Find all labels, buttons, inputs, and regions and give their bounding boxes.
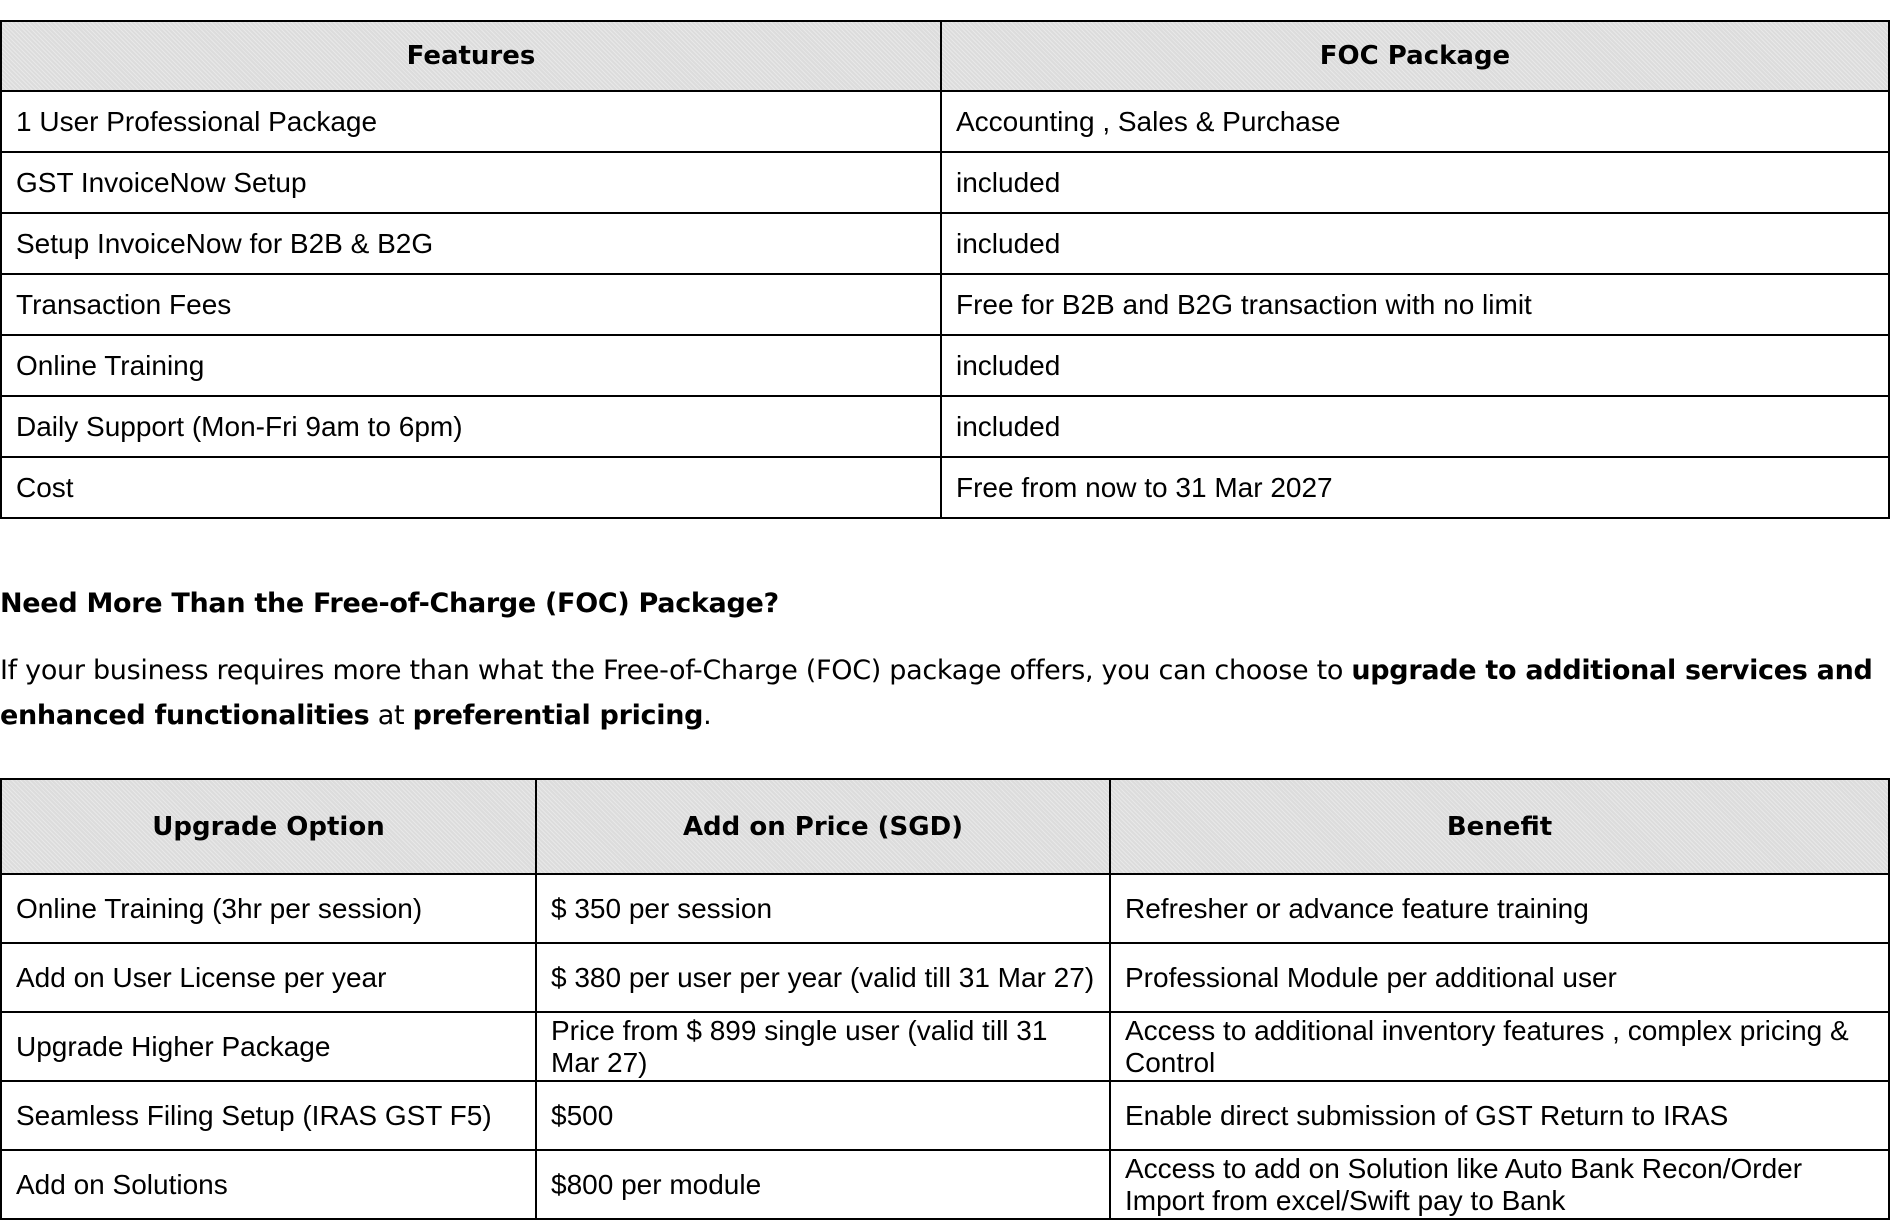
table-header-row	[1, 779, 1889, 874]
price-cell: $500	[536, 1081, 1110, 1150]
table-row	[1, 943, 1889, 1012]
price-cell: $ 350 per session	[536, 874, 1110, 943]
price-cell: $800 per module	[536, 1150, 1110, 1219]
table-row	[1, 213, 1889, 274]
table-row	[1, 1150, 1889, 1219]
table-header-row	[1, 21, 1889, 91]
table-row	[1, 457, 1889, 518]
foc-value-cell: Free from now to 31 Mar 2027	[941, 457, 1889, 518]
benefit-cell: Professional Module per additional user	[1110, 943, 1889, 1012]
feature-cell: Online Training	[1, 335, 941, 396]
feature-cell: Cost	[1, 457, 941, 518]
foc-value-cell: included	[941, 335, 1889, 396]
table-row	[1, 1081, 1889, 1150]
benefit-cell: Enable direct submission of GST Return to IRAS	[1110, 1081, 1889, 1150]
section-paragraph	[0, 648, 1880, 738]
paragraph-text: If your business requires more than what the Free-of-Charge (FOC) package offers, you can choose to	[0, 655, 1352, 686]
foc-package-table	[0, 20, 1890, 519]
feature-cell: GST InvoiceNow Setup	[1, 152, 941, 213]
column-header-benefit: Benefit	[1110, 779, 1889, 874]
feature-cell: Transaction Fees	[1, 274, 941, 335]
table-row	[1, 335, 1889, 396]
table-row	[1, 274, 1889, 335]
benefit-cell: Access to additional inventory features , complex pricing & Control	[1110, 1012, 1889, 1081]
column-header-foc-package: FOC Package	[941, 21, 1889, 91]
upgrade-option-cell: Online Training (3hr per session)	[1, 874, 536, 943]
feature-cell: Daily Support (Mon-Fri 9am to 6pm)	[1, 396, 941, 457]
feature-cell: Setup InvoiceNow for B2B & B2G	[1, 213, 941, 274]
foc-value-cell: included	[941, 213, 1889, 274]
paragraph-text: .	[703, 700, 712, 731]
table-row	[1, 152, 1889, 213]
upgrade-option-cell: Seamless Filing Setup (IRAS GST F5)	[1, 1081, 536, 1150]
upgrade-options-table	[0, 778, 1890, 1220]
paragraph-bold-text: upgrade to additional services and enhanced functionalities	[0, 655, 1873, 731]
benefit-cell: Refresher or advance feature training	[1110, 874, 1889, 943]
price-cell: Price from $ 899 single user (valid till 31 Mar 27)	[536, 1012, 1110, 1081]
paragraph-bold-text: preferential pricing	[412, 700, 704, 731]
foc-value-cell: included	[941, 152, 1889, 213]
column-header-features: Features	[1, 21, 941, 91]
column-header-add-on-price: Add on Price (SGD)	[536, 779, 1110, 874]
column-header-upgrade-option: Upgrade Option	[1, 779, 536, 874]
upgrade-option-cell: Upgrade Higher Package	[1, 1012, 536, 1081]
section-heading: Need More Than the Free-of-Charge (FOC) Package?	[0, 588, 779, 619]
upgrade-option-cell: Add on User License per year	[1, 943, 536, 1012]
table-row	[1, 396, 1889, 457]
price-cell: $ 380 per user per year (valid till 31 Mar 27)	[536, 943, 1110, 1012]
benefit-cell: Access to add on Solution like Auto Bank Recon/Order Import from excel/Swift pay to Bank	[1110, 1150, 1889, 1219]
foc-value-cell: included	[941, 396, 1889, 457]
foc-value-cell: Free for B2B and B2G transaction with no limit	[941, 274, 1889, 335]
foc-value-cell: Accounting , Sales & Purchase	[941, 91, 1889, 152]
table-row	[1, 874, 1889, 943]
table-row	[1, 1012, 1889, 1081]
paragraph-text: at	[369, 700, 413, 731]
feature-cell: 1 User Professional Package	[1, 91, 941, 152]
upgrade-option-cell: Add on Solutions	[1, 1150, 536, 1219]
table-row	[1, 91, 1889, 152]
